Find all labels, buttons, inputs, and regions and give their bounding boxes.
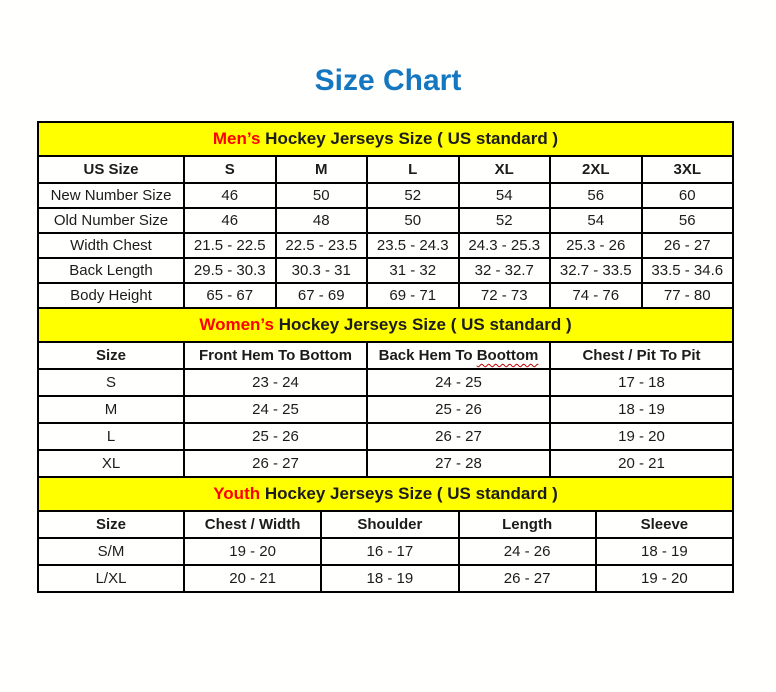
table-cell: 33.5 - 34.6 xyxy=(642,258,734,283)
table-cell: 32 - 32.7 xyxy=(459,258,551,283)
mens-header-cell: L xyxy=(367,156,459,183)
womens-header-cell xyxy=(367,342,550,369)
table-cell: 20 - 21 xyxy=(184,565,321,592)
table-cell: 18 - 19 xyxy=(596,538,733,565)
youth-header-cell: Size xyxy=(38,511,184,538)
youth-table-title xyxy=(38,477,733,511)
table-cell: 56 xyxy=(550,183,642,208)
table-cell: 22.5 - 23.5 xyxy=(276,233,368,258)
table-cell: 25 - 26 xyxy=(184,423,367,450)
table-cell: 52 xyxy=(367,183,459,208)
size-tables xyxy=(37,121,734,593)
youth-header-row xyxy=(38,511,733,538)
youth-header-cell: Length xyxy=(459,511,596,538)
womens-table-title xyxy=(38,308,733,342)
table-cell: 74 - 76 xyxy=(550,283,642,308)
table-row xyxy=(38,538,733,565)
row-label: Old Number Size xyxy=(38,208,184,233)
table-cell: 26 - 27 xyxy=(367,423,550,450)
table-row xyxy=(38,423,733,450)
youth-title-accent: Youth xyxy=(213,484,261,503)
mens-title-rest: Hockey Jerseys Size ( US standard ) xyxy=(265,129,559,148)
table-cell: 24.3 - 25.3 xyxy=(459,233,551,258)
table-cell: 65 - 67 xyxy=(184,283,276,308)
table-row xyxy=(38,233,733,258)
table-cell: 19 - 20 xyxy=(550,423,733,450)
table-cell: 67 - 69 xyxy=(276,283,368,308)
row-label: S/M xyxy=(38,538,184,565)
table-cell: 60 xyxy=(642,183,734,208)
table-cell: 72 - 73 xyxy=(459,283,551,308)
row-label: New Number Size xyxy=(38,183,184,208)
row-label: M xyxy=(38,396,184,423)
table-cell: 29.5 - 30.3 xyxy=(184,258,276,283)
table-cell: 26 - 27 xyxy=(459,565,596,592)
table-cell: 54 xyxy=(550,208,642,233)
table-row xyxy=(38,450,733,477)
youth-header-cell: Sleeve xyxy=(596,511,733,538)
table-cell: 27 - 28 xyxy=(367,450,550,477)
mens-title-accent: Men’s xyxy=(212,129,261,148)
table-cell: 50 xyxy=(276,183,368,208)
row-label: L xyxy=(38,423,184,450)
table-cell: 21.5 - 22.5 xyxy=(184,233,276,258)
row-label: Back Length xyxy=(38,258,184,283)
table-cell: 16 - 17 xyxy=(321,538,458,565)
table-cell: 32.7 - 33.5 xyxy=(550,258,642,283)
table-row xyxy=(38,396,733,423)
table-row xyxy=(38,369,733,396)
table-cell: 25 - 26 xyxy=(367,396,550,423)
mens-table-title xyxy=(38,122,733,156)
row-label: Width Chest xyxy=(38,233,184,258)
table-cell: 56 xyxy=(642,208,734,233)
row-label: Body Height xyxy=(38,283,184,308)
table-cell: 50 xyxy=(367,208,459,233)
mens-band-row xyxy=(38,122,733,156)
womens-title-rest: Hockey Jerseys Size ( US standard ) xyxy=(278,315,572,334)
youth-size-table xyxy=(37,476,734,593)
table-cell: 19 - 20 xyxy=(184,538,321,565)
table-row xyxy=(38,283,733,308)
womens-header-cell: Size xyxy=(38,342,184,369)
table-cell: 52 xyxy=(459,208,551,233)
mens-header-cell: XL xyxy=(459,156,551,183)
row-label: L/XL xyxy=(38,565,184,592)
youth-header-cell: Chest / Width xyxy=(184,511,321,538)
table-row xyxy=(38,208,733,233)
table-row xyxy=(38,565,733,592)
womens-header-cell: Front Hem To Bottom xyxy=(184,342,367,369)
table-row xyxy=(38,183,733,208)
table-cell: 23 - 24 xyxy=(184,369,367,396)
table-cell: 77 - 80 xyxy=(642,283,734,308)
page-title: Size Chart xyxy=(314,64,462,97)
youth-header-cell: Shoulder xyxy=(321,511,458,538)
table-cell: 18 - 19 xyxy=(550,396,733,423)
table-cell: 30.3 - 31 xyxy=(276,258,368,283)
womens-header-cell: Chest / Pit To Pit xyxy=(550,342,733,369)
womens-title-accent: Women’s xyxy=(199,315,274,334)
womens-band-row xyxy=(38,308,733,342)
table-cell: 26 - 27 xyxy=(642,233,734,258)
table-cell: 48 xyxy=(276,208,368,233)
table-cell: 54 xyxy=(459,183,551,208)
table-cell: 23.5 - 24.3 xyxy=(367,233,459,258)
table-cell: 24 - 25 xyxy=(184,396,367,423)
mens-header-cell: 3XL xyxy=(642,156,734,183)
table-cell: 46 xyxy=(184,208,276,233)
womens-header-row xyxy=(38,342,733,369)
row-label: XL xyxy=(38,450,184,477)
youth-title-rest: Hockey Jerseys Size ( US standard ) xyxy=(264,484,558,503)
table-cell: 31 - 32 xyxy=(367,258,459,283)
table-cell: 26 - 27 xyxy=(184,450,367,477)
mens-size-table xyxy=(37,121,734,309)
mens-header-row xyxy=(38,156,733,183)
table-cell: 25.3 - 26 xyxy=(550,233,642,258)
table-cell: 69 - 71 xyxy=(367,283,459,308)
misspelled-word-squiggle: Boottom xyxy=(476,347,539,364)
table-cell: 19 - 20 xyxy=(596,565,733,592)
table-cell: 20 - 21 xyxy=(550,450,733,477)
mens-header-cell: 2XL xyxy=(550,156,642,183)
table-cell: 46 xyxy=(184,183,276,208)
mens-header-cell: US Size xyxy=(38,156,184,183)
table-cell: 18 - 19 xyxy=(321,565,458,592)
table-row xyxy=(38,258,733,283)
table-cell: 24 - 26 xyxy=(459,538,596,565)
row-label: S xyxy=(38,369,184,396)
mens-header-cell: S xyxy=(184,156,276,183)
youth-band-row xyxy=(38,477,733,511)
back-hem-label: Back Hem To xyxy=(378,347,473,364)
womens-size-table xyxy=(37,307,734,478)
table-cell: 24 - 25 xyxy=(367,369,550,396)
table-cell: 17 - 18 xyxy=(550,369,733,396)
mens-header-cell: M xyxy=(276,156,368,183)
